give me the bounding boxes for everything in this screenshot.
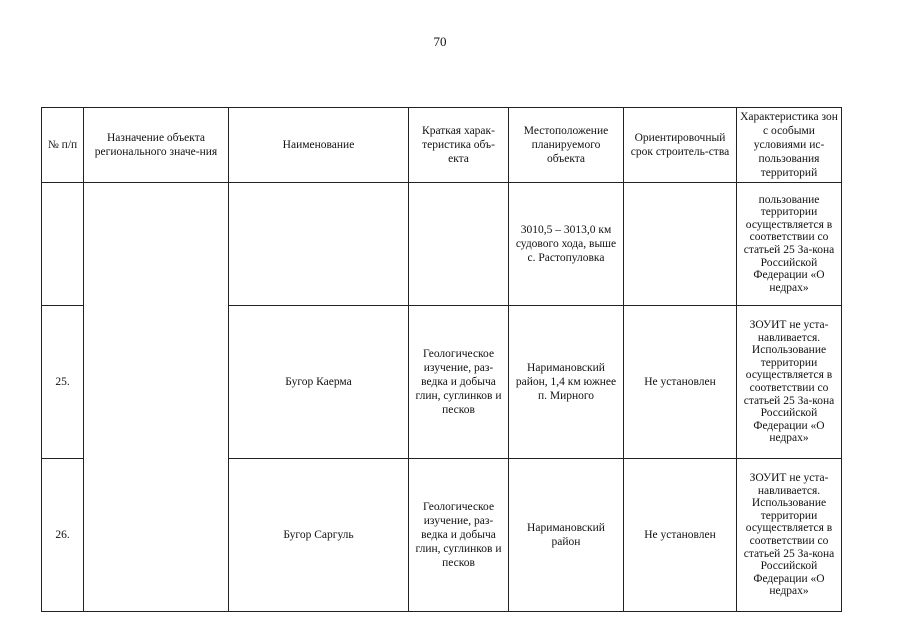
table-row — [42, 183, 842, 306]
header-purpose: Назначение объекта регионального значе-ния — [84, 108, 229, 183]
cell-zones: пользование территории осуществляется в соответствии со статьей 25 За-кона Российской Федерации «О недрах» — [737, 183, 842, 306]
cell-location: Наримановский район, 1,4 км южнее п. Мирного — [509, 306, 624, 459]
cell-brief — [409, 183, 509, 306]
header-brief: Краткая харак-теристика объ-екта — [409, 108, 509, 183]
header-term: Ориентировочный срок строитель-ства — [624, 108, 737, 183]
cell-num: 26. — [42, 459, 84, 612]
header-num: № п/п — [42, 108, 84, 183]
cell-term: Не установлен — [624, 306, 737, 459]
cell-brief: Геологическое изучение, раз-ведка и добыча глин, суглинков и песков — [409, 459, 509, 612]
cell-term — [624, 183, 737, 306]
cell-zones: ЗОУИТ не уста-навливается. Использование территории осуществляется в соответствии со статьей 25 За-кона Российской Федерации «О недрах» — [737, 459, 842, 612]
header-location: Местоположение планируемого объекта — [509, 108, 624, 183]
cell-purpose — [84, 183, 229, 612]
header-zones: Характеристика зон с особыми условиями ис-пользования территорий — [737, 108, 842, 183]
cell-brief: Геологическое изучение, раз-ведка и добыча глин, суглинков и песков — [409, 306, 509, 459]
cell-name: Бугор Каерма — [229, 306, 409, 459]
page-number: 70 — [433, 34, 447, 49]
header-name: Наименование — [229, 108, 409, 183]
document-table — [41, 107, 842, 612]
cell-num: 25. — [42, 306, 84, 459]
cell-term: Не установлен — [624, 459, 737, 612]
cell-name — [229, 183, 409, 306]
cell-num — [42, 183, 84, 306]
table-header-row — [42, 108, 842, 183]
cell-location: 3010,5 – 3013,0 км судового хода, выше с. Растопуловка — [509, 183, 624, 306]
cell-zones: ЗОУИТ не уста-навливается. Использование территории осуществляется в соответствии со статьей 25 За-кона Российской Федерации «О недрах» — [737, 306, 842, 459]
cell-location: Наримановский район — [509, 459, 624, 612]
cell-name: Бугор Саргуль — [229, 459, 409, 612]
